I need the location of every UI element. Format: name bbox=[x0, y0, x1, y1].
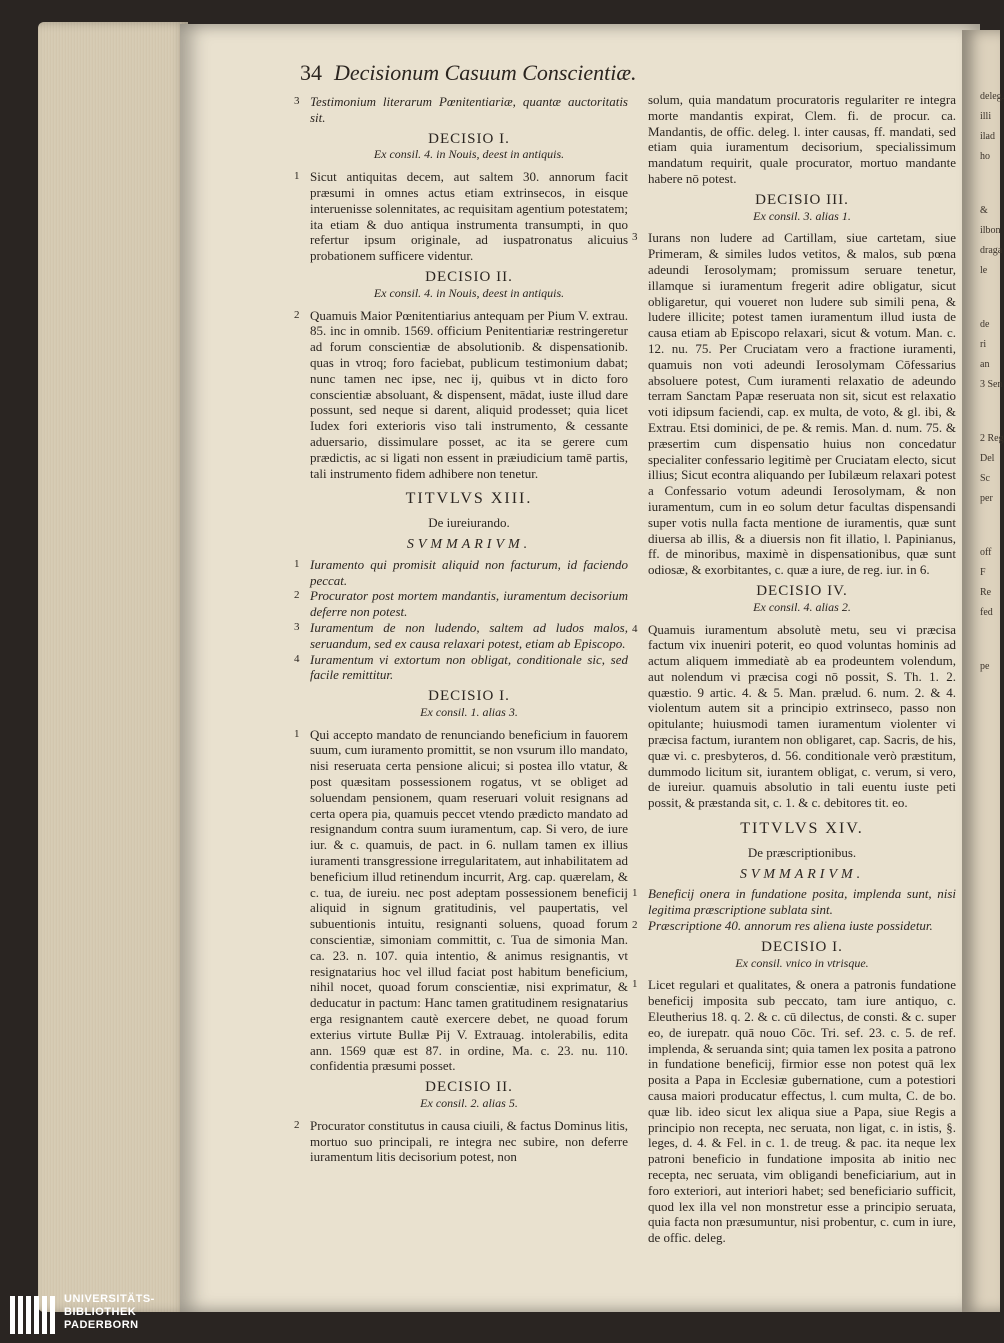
summary-item: 4 Iuramentum vi extortum non obligat, conditionale sic, sed facile remittitur. bbox=[294, 651, 628, 683]
decisio-heading: DECISIO II. bbox=[425, 1079, 513, 1096]
decisio-heading: DECISIO I. bbox=[428, 688, 510, 705]
decisio-source: Ex consil. 2. alias 5. bbox=[420, 1096, 518, 1111]
next-page-text: off bbox=[980, 547, 992, 558]
decisio-text: 2 Quamuis Maior Pœnitentiarius antequam per Pium V. extrau. 85. inc in omnib. 1569. officium Penitentiariæ restringeretur ad forum conscientiæ de absolutionib. & dispensationib. quas in vtroq; foro faciebat, publicum testimonium dabat; nunc tamen nec ipse, nec ij, quibus vt in dicto foro conscientiæ absoluant, & dispensent, mādat, iuste illud dare possunt, sed neque si darent, aliquid prodesset; quia licet Iudex fori exterioris viso tali instrumento, & cessante aduersario, dissimulare posset, ac ita se gerere cum prædictis, ac si ligati non essent in præiudicium tamē partis, tali instrumento fidem adhibere non tenetur. bbox=[294, 307, 628, 481]
right-column bbox=[632, 92, 956, 1250]
running-header bbox=[300, 60, 637, 86]
library-logo-icon bbox=[8, 1294, 58, 1336]
next-page-fragment bbox=[962, 30, 1004, 1312]
summary-item: 2 Præscriptione 40. annorum res aliena iuste possidetur. bbox=[632, 918, 933, 934]
decisio-source: Ex consil. 4. in Nouis, deest in antiquis. bbox=[373, 147, 565, 162]
next-page-text: & bbox=[980, 205, 988, 216]
left-column bbox=[294, 94, 628, 1169]
titulus-heading: TITVLVS XIV. bbox=[740, 820, 864, 838]
continued-text: solum, quia mandatum procuratoris regulariter re integra morte mandantis expirat, Clem. fi. de procur. ca. Mandantis, de offic. deleg. l. inter causas, ff. mandati, sed etiam quia iuramentum decisorium, specialissimum mandatum requirit, quale procurator, mortuo mandante habere nō potest. bbox=[648, 92, 956, 186]
titulus-heading: TITVLVS XIII. bbox=[405, 490, 533, 508]
next-page-text: illi bbox=[980, 111, 992, 122]
decisio-source: Ex consil. vnico in vtrisque. bbox=[735, 955, 869, 970]
next-page-text: F bbox=[980, 567, 986, 578]
summarium-heading: SVMMARIVM. bbox=[406, 536, 532, 552]
decisio-text: 4 Quamuis iuramentum absolutè metu, seu vi præcisa factum vix inueniri poterit, eo quod voluntas hominis ad actum aliquem immediatè ab ea prodeuntem volendum, aut nolendum vi præcisa cogi nō possit, S. Th. 1. 2. quæstio. 9 artic. 4. & 5. Man. prælud. 6. num. 2. & 4. violentum autem sit a principio extrinseco, passo non opitulante; huiusmodi tamen iuramentum violenter vi præcisa factum, iurantem non obligaret, cap. Sacris, de his, quæ vi. c. presbyteros, d. 56. conditionale verò præstitum, dummodo licitum sit, iurantem obligat, c. verum, si vero, de iureiur. quamuis absolutio in tali euentu iuste peti possit, & præstanda sit, c. 1. & c. debitores tit. eo. bbox=[632, 621, 956, 811]
summary-item: 1 Beneficij onera in fundatione posita, implenda sunt, nisi legitima præscriptione sublata sint. bbox=[632, 886, 956, 918]
next-page-text: ilbon bbox=[980, 225, 1001, 236]
next-page-text: fed bbox=[980, 607, 993, 618]
next-page-text: de bbox=[980, 319, 990, 330]
next-page-text: per bbox=[980, 493, 993, 504]
decisio-source: Ex consil. 4. in Nouis, deest in antiquis. bbox=[373, 285, 565, 300]
decisio-text: 1 Qui accepto mandato de renunciando beneficium in fauorem suum, cum iuramento promittit, se non vsurum illo mandato, nisi reseruata certa pensione alicui; si postea illo vtatur, & post quæsitam possessionem rogatus, vt se obliget ad soluendam pensionem, quam reseruari voluit resignans ad certa opera pia, quamuis peccet vtendo prædicto mandato ad resignandum contra suum iuramentum, cap. Si vero, de iure iur. & c. quamuis, de pact. in 6. nullam tamen ex illius iuramenti transgressione irregularitatem, aut inhabilitatem ad beneficium illud retinendum incurrit, Arg. cap. quærelam, & c. tua, de iureiu. nec post adeptam possessionem beneficij aliquid in signum gratitudinis, vel paupertatis, vel subuentionis intuitu, resignanti soluens, quoad forum conscientiæ, simoniam committit, c. Tua de simonia Man. ca. 23. n. 107. quia intentio, & animus resignantis, vt resignatarius hoc vel illud faciat post habitum beneficium, nihil nocet, quoad forum conscientiæ, nisi exprimatur, & deducatur in pactum: Hanc tamen gratitudinem resignatarius erga resignantem cautè exercere debet, ne quoad forum exterius virtute Bullæ Pij V. Extrauag. intolerabilis, edita ann. 1569 quæ est 87. in ordine, Ma. c. 23. nu. 110. confidentia præsumi posset. bbox=[294, 726, 628, 1074]
book-page-edges bbox=[38, 22, 188, 1312]
decisio-heading: DECISIO I. bbox=[761, 938, 843, 955]
decisio-text: 1 Sicut antiquitas decem, aut saltem 30. annorum facit præsumi in omnes actus etiam extrinsecos, in eisque interuenisse solennitates, ac requisitam agentium potestatem; ita etiam & duo antiqua instrumenta transumpti, in quo refertur ipsum originale, ad iuspatronatus alicuius probationem sufficere videntur. bbox=[294, 169, 628, 264]
summary-item: 3 Testimonium literarum Pœnitentiariæ, quantæ auctoritatis sit. bbox=[294, 94, 628, 125]
decisio-heading: DECISIO II. bbox=[425, 268, 513, 285]
page-number: 34 bbox=[300, 60, 322, 85]
next-page-text: Re bbox=[980, 587, 992, 598]
decisio-text: 2 Procurator constitutus in causa ciuili, & factus Dominus litis, mortuo suo principali, re integra nec subire, non deferre iuramentum litis decisorium potest, non bbox=[294, 1117, 628, 1165]
next-page-text: le bbox=[980, 265, 988, 276]
decisio-text: 1 Licet regulari et qualitates, & onera a patronis fundatione beneficij imposita sub peccato, tam iure antiquo, c. Eleutherius 18. q. 2. & c. cū dilectus, de consti. & c. super eo, de iurepatr. quā nouo Cōc. Tri. sef. 23. c. 5. de ref. implenda, & seruanda sint; quia tamen lex posita a patrono in fundatione beneficij, firmior esse non potest quā lex posita a Papa in Ecclesiæ gubernatione, cum a potestiori causa maiori producatur effectus, l. cum multa, C. de bo. quæ lib. ideo sicut lex aliqua siue a Papa, siue Regis a principio non recepta, nec seruata, non ligat, c. in istis, §. leges, d. 4. & Fel. in c. 1. de treug. & pac. ita neque lex patroni beneficio in fundatione imposita ab initio nec recepta, nec seruata, vim obligandi beneficiarium, aut in foro exteriori, aut interiori habet; sed beneficiario sufficit, quod lex illa vel non monstretur esse a principio seruata, quia facta non præsumuntur, nisi probentur, c. cum in iure, de offic. deleg. bbox=[632, 977, 956, 1246]
next-page-text: ri bbox=[980, 339, 987, 350]
next-page-text: Del bbox=[980, 453, 995, 464]
decisio-source: Ex consil. 4. alias 2. bbox=[753, 599, 851, 614]
next-page-text: Sc bbox=[980, 473, 990, 484]
decisio-source: Ex consil. 1. alias 3. bbox=[420, 704, 518, 719]
summary-item: 2 Procurator post mortem mandantis, iuramentum decisorium deferre non potest. bbox=[294, 588, 628, 620]
decisio-heading: DECISIO IV. bbox=[756, 582, 848, 599]
running-title: Decisionum Casuum Conscientiæ. bbox=[334, 60, 637, 85]
summary-item: 1 Iuramento qui promisit aliquid non facturum, id faciendo peccat. bbox=[294, 556, 628, 588]
library-name: UNIVERSITÄTS- BIBLIOTHEK PADERBORN bbox=[64, 1293, 155, 1331]
decisio-heading: DECISIO I. bbox=[428, 130, 510, 147]
titulus-subject: De iureiurando. bbox=[428, 515, 510, 531]
next-page-text: pe bbox=[980, 661, 990, 672]
decisio-heading: DECISIO III. bbox=[755, 191, 849, 208]
decisio-text: 3 Iurans non ludere ad Cartillam, siue cartetam, siue Primeram, & similes ludos vetitos, & malos, sub pœna adeundi Ierosolymam; promissum seruare tenetur, illamque si iuramentum fregerit adire obligatur, sicut obligaretur, qui voueret non ludere sub simili pena, & ludere illicite; potest tamen iuramentum illud iusta de causa etiam ab Episcopo relaxari, sicut & votum. Man. c. 12. nu. 75. Per Cruciatam vero a fractione iuramenti, quamuis non voti adeundi Ierosolymam Cōfessarius absoluere potest, Cum iuramenti relaxatio de adeundo terram Sanctam Papæ reseruata non sit, sicut est relaxatio voti idipsum faciendi, cap. ex multa, de voto, & gl. ibi, & Extrau. Etsi dominici, de pe. & remis. Man. d. num. 75. & præsertim cum dispensatio huius non concedatur specialiter confessario legitimè per Cruciatam electo, sicut illius; Sicut econtra aliquando per Iubilæum relaxari potest a Confessario votum adeundi Ierosolymam, & non iuramentum, cum in eo solum detur facultas dispensandi super votis nulla facta mentione de iuramentis, quæ sunt diuersa ab illis, & a diuersis non fit illatio, l. Papinianus, ff. de minoribus, maximè in dispensationibus, quæ sunt odiosæ, & exorbitantes, c. quæ a iure, de reg. iur. in 6. bbox=[632, 230, 956, 578]
next-page-text: ho bbox=[980, 151, 990, 162]
next-page-text: ilad bbox=[980, 131, 995, 142]
next-page-text: deleg. bbox=[980, 91, 1004, 102]
decisio-source: Ex consil. 3. alias 1. bbox=[753, 208, 851, 223]
summarium-heading: SVMMARIVM. bbox=[739, 866, 865, 882]
next-page-text: 3 Sen bbox=[980, 379, 1003, 390]
next-page-text: 2 Reg bbox=[980, 433, 1004, 444]
titulus-subject: De præscriptionibus. bbox=[747, 844, 857, 860]
next-page-text: draga bbox=[980, 245, 1003, 256]
summary-item: 3 Iuramentum de non ludendo, saltem ad ludos malos, seruandum, sed ex causa relaxari potest, etiam ab Episcopo. bbox=[294, 619, 628, 651]
next-page-text: an bbox=[980, 359, 990, 370]
